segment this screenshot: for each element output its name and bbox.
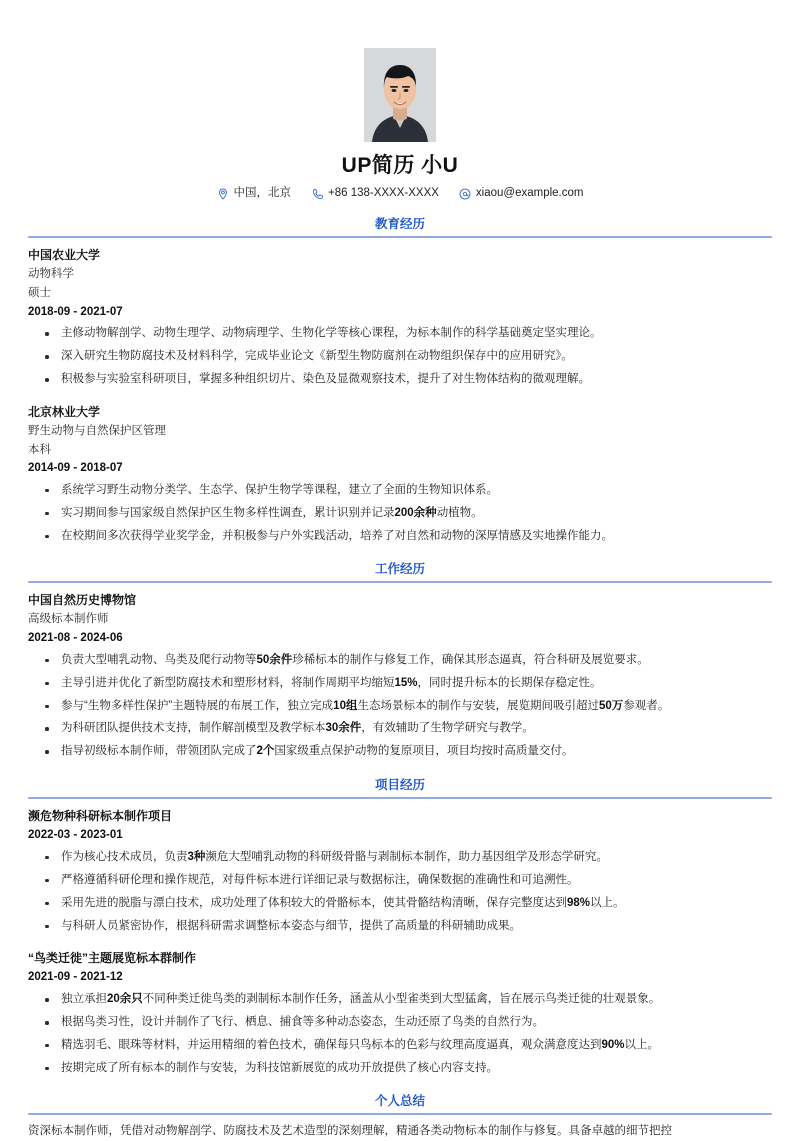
- bullet-item: 为科研团队提供技术支持，制作解剖模型及教学标本30余件，有效辅助了生物学研究与教学。: [28, 720, 772, 737]
- bullet-item: 严格遵循科研伦理和操作规范，对每件标本进行详细记录与数据标注，确保数据的准确性和可追溯性。: [28, 872, 772, 889]
- section-projects: [28, 778, 772, 1078]
- entry-org: 北京林业大学: [28, 404, 101, 419]
- entry: [28, 591, 772, 761]
- bullet-item: 独立承担20余只不同种类迁徙鸟类的剥制标本制作任务，涵盖从小型雀类到大型猛禽，旨在展示鸟类迁徙的壮观景象。: [28, 991, 772, 1008]
- bullet-list: [28, 849, 772, 935]
- bullet-list: [28, 652, 772, 761]
- entry-org: 中国农业大学: [28, 247, 101, 262]
- bullet-item: 实习期间参与国家级自然保护区生物多样性调查，累计识别并记录200余种动植物。: [28, 505, 772, 522]
- bullet-item: 在校期间多次获得学业奖学金，并积极参与户外实践活动，培养了对自然和动物的深厚情感及实地操作能力。: [28, 528, 772, 545]
- entry-degree: 硕士: [28, 286, 51, 299]
- bullet-list: [28, 325, 772, 388]
- avatar: [364, 48, 436, 142]
- contact-phone: [311, 187, 439, 200]
- entry: [28, 807, 772, 935]
- bullet-item: 指导初级标本制作师，带领团队完成了2个国家级重点保护动物的复原项目，项目均按时高质量交付。: [28, 743, 772, 760]
- section-rule: [28, 236, 772, 238]
- entry-dates: 2018-09 - 2021-07: [28, 305, 123, 318]
- contact-email: [459, 187, 584, 200]
- bullet-list: [28, 991, 772, 1077]
- entry: [28, 403, 772, 546]
- entry-degree: 本科: [28, 443, 51, 456]
- bullet-item: 按期完成了所有标本的制作与安装，为科技馆新展览的成功开放提供了核心内容支持。: [28, 1060, 772, 1077]
- section-education: [28, 217, 772, 545]
- entry: [28, 949, 772, 1077]
- bullet-item: 系统学习野生动物分类学、生态学、保护生物学等课程，建立了全面的生物知识体系。: [28, 482, 772, 499]
- bullet-item: 精选羽毛、眼珠等材料，并运用精细的着色技术，确保每只鸟标本的色彩与纹理高度逼真，观众满意度达到90%以上。: [28, 1037, 772, 1054]
- contact-row: [28, 187, 772, 200]
- section-title-education: 教育经历: [374, 217, 425, 232]
- bullet-item: 与科研人员紧密协作，根据科研需求调整标本姿态与细节，提供了高质量的科研辅助成果。: [28, 918, 772, 935]
- contact-location-text: 中国，北京: [233, 186, 291, 199]
- entry-org: 中国自然历史博物馆: [28, 592, 137, 607]
- bullet-item: 积极参与实验室科研项目，掌握多种组织切片、染色及显微观察技术，提升了对生物体结构的微观理解。: [28, 371, 772, 388]
- section-title-summary: 个人总结: [374, 1094, 425, 1109]
- contact-email-text: xiaou@example.com: [475, 186, 584, 199]
- resume-header: [28, 0, 772, 200]
- email-at-icon: [459, 187, 472, 200]
- bullet-item: 作为核心技术成员，负责3种濒危大型哺乳动物的科研级骨骼与剥制标本制作，助力基因组学及形态学研究。: [28, 849, 772, 866]
- section-title-work: 工作经历: [374, 562, 425, 577]
- location-pin-icon: [217, 187, 230, 200]
- section-work: [28, 562, 772, 761]
- bullet-item: 深入研究生物防腐技术及材料科学，完成毕业论文《新型生物防腐剂在动物组织保存中的应用研究》。: [28, 348, 772, 365]
- bullet-item: 负责大型哺乳动物、鸟类及爬行动物等50余件珍稀标本的制作与修复工作，确保其形态逼真，符合科研及展览要求。: [28, 652, 772, 669]
- entry-role: 高级标本制作师: [28, 613, 109, 626]
- section-title-projects: 项目经历: [374, 777, 425, 792]
- bullet-list: [28, 482, 772, 545]
- contact-location: [217, 187, 292, 200]
- full-name: UP简历 小U: [341, 154, 459, 177]
- entry-dates: 2014-09 - 2018-07: [28, 462, 123, 475]
- section-rule: [28, 1113, 772, 1115]
- section-summary: [28, 1094, 772, 1140]
- phone-icon: [311, 187, 324, 200]
- entry-org: 濒危物种科研标本制作项目: [28, 808, 173, 823]
- entry-dates: 2021-08 - 2024-06: [28, 631, 123, 644]
- bullet-item: 参与“生物多样性保护”主题特展的布展工作，独立完成10组生态场景标本的制作与安装，展览期间吸引超过50万参观者。: [28, 698, 772, 715]
- bullet-item: 采用先进的脱脂与漂白技术，成功处理了体积较大的骨骼标本，使其骨骼结构清晰，保存完整度达到98%以上。: [28, 895, 772, 912]
- entry-org: “鸟类迁徙”主题展览标本群制作: [28, 950, 197, 965]
- summary-text: 资深标本制作师，凭借对动物解剖学、防腐技术及艺术造型的深刻理解，精通各类动物标本的制作与修复。具备卓越的细节把控: [28, 1125, 672, 1138]
- entry: [28, 246, 772, 389]
- entry-role: 动物科学: [28, 268, 74, 281]
- bullet-item: 主导引进并优化了新型防腐技术和塑形材料，将制作周期平均缩短15%，同时提升标本的长期保存稳定性。: [28, 675, 772, 692]
- entry-dates: 2021-09 - 2021-12: [28, 971, 123, 984]
- bullet-item: 根据鸟类习性，设计并制作了飞行、栖息、捕食等多种动态姿态，生动还原了鸟类的自然行为。: [28, 1014, 772, 1031]
- entry-role: 野生动物与自然保护区管理: [28, 424, 166, 437]
- contact-phone-text: +86 138-XXXX-XXXX: [328, 186, 439, 199]
- bullet-item: 主修动物解剖学、动物生理学、动物病理学、生物化学等核心课程，为标本制作的科学基础奠定坚实理论。: [28, 325, 772, 342]
- section-rule: [28, 797, 772, 799]
- section-rule: [28, 581, 772, 583]
- entry-dates: 2022-03 - 2023-01: [28, 828, 123, 841]
